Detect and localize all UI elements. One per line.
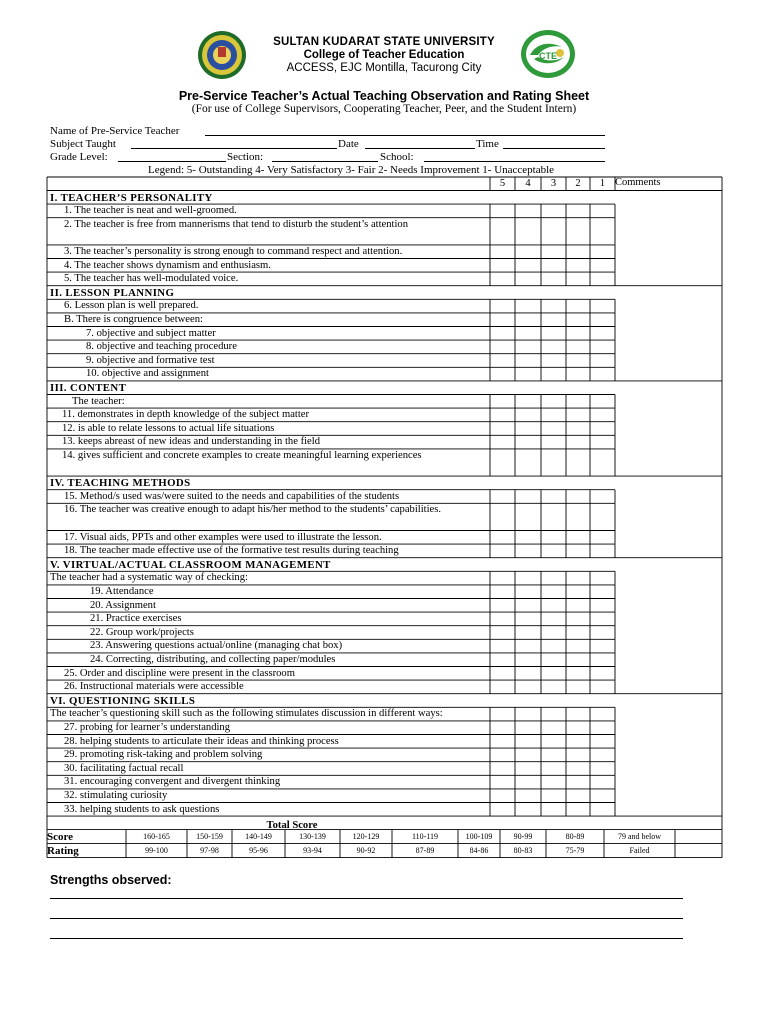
criteria-item: 33. helping students to ask questions	[64, 803, 220, 815]
rating-cell-5[interactable]	[490, 218, 515, 245]
rating-cell-1[interactable]	[590, 612, 615, 626]
rating-cell-5[interactable]	[490, 503, 515, 530]
college-name: College of Teacher Education	[303, 49, 465, 61]
section-heading: II. LESSON PLANNING	[50, 286, 175, 299]
rating-cell-4[interactable]	[515, 490, 541, 504]
rating-cell-1[interactable]	[590, 422, 615, 436]
rating-header-1: 1	[599, 178, 606, 189]
rating-cell-4[interactable]	[515, 762, 541, 776]
rating-cell-4[interactable]	[515, 775, 541, 789]
rating-cell-5[interactable]	[490, 408, 515, 422]
rating-cell-2[interactable]	[566, 204, 590, 218]
rating-cell-1[interactable]	[590, 667, 615, 681]
rating-cell-5[interactable]	[490, 272, 515, 286]
rating-cell-1[interactable]	[590, 218, 615, 245]
rating-cell-3[interactable]	[541, 531, 566, 545]
rating-cell-3[interactable]	[541, 721, 566, 735]
rating-range: 75-79	[565, 845, 585, 855]
rating-cell-2[interactable]	[566, 435, 590, 449]
rating-cell-3[interactable]	[541, 571, 566, 585]
rating-cell-1[interactable]	[590, 775, 615, 789]
rating-cell-5[interactable]	[490, 340, 515, 354]
rating-cell-1[interactable]	[590, 299, 615, 313]
rating-cell-4[interactable]	[515, 667, 541, 681]
rating-cell-3[interactable]	[541, 544, 566, 558]
rating-cell-2[interactable]	[566, 626, 590, 640]
score-range: 160-165	[143, 831, 170, 841]
rating-header-3: 3	[550, 178, 557, 189]
criteria-item: 3. The teacher’s personality is strong enough to command respect and attention.	[64, 245, 403, 257]
rating-cell-4[interactable]	[515, 435, 541, 449]
form-subtitle: (For use of College Supervisors, Cooperating Teacher, Peer, and the Student Intern)	[191, 103, 577, 115]
rating-cell-1[interactable]	[590, 313, 615, 327]
criteria-item: 7. objective and subject matter	[86, 327, 216, 339]
rating-cell-5[interactable]	[490, 748, 515, 762]
rating-cell-5[interactable]	[490, 721, 515, 735]
rating-cell-1[interactable]	[590, 245, 615, 259]
rating-cell-4[interactable]	[515, 245, 541, 259]
rating-cell-4[interactable]	[515, 735, 541, 749]
criteria-item: 10. objective and assignment	[86, 368, 209, 380]
rating-cell-1[interactable]	[590, 408, 615, 422]
grade-field[interactable]	[118, 161, 226, 162]
rating-cell-2[interactable]	[566, 612, 590, 626]
rating-cell-4[interactable]	[515, 340, 541, 354]
rating-cell-1[interactable]	[590, 571, 615, 585]
rating-cell-3[interactable]	[541, 204, 566, 218]
rating-cell-2[interactable]	[566, 585, 590, 599]
rating-cell-5[interactable]	[490, 775, 515, 789]
criteria-item: 4. The teacher shows dynamism and enthusiasm.	[64, 259, 271, 271]
rating-cell-3[interactable]	[541, 585, 566, 599]
criteria-item: 26. Instructional materials were accessible	[64, 681, 244, 693]
rating-cell-1[interactable]	[590, 327, 615, 341]
rating-cell-3[interactable]	[541, 775, 566, 789]
rating-cell-3[interactable]	[541, 367, 566, 381]
rating-cell-1[interactable]	[590, 204, 615, 218]
university-name: SULTAN KUDARAT STATE UNIVERSITY	[273, 36, 495, 48]
rating-cell-2[interactable]	[566, 354, 590, 368]
name-field[interactable]	[205, 135, 605, 136]
rating-cell-1[interactable]	[590, 354, 615, 368]
rating-cell-3[interactable]	[541, 490, 566, 504]
criteria-item: 28. helping students to articulate their ideas and thinking process	[64, 735, 339, 747]
rating-cell-4[interactable]	[515, 721, 541, 735]
rating-cell-3[interactable]	[541, 626, 566, 640]
rating-cell-5[interactable]	[490, 585, 515, 599]
rating-cell-2[interactable]	[566, 789, 590, 803]
rating-cell-4[interactable]	[515, 680, 541, 694]
total-score-label: Total Score	[266, 820, 318, 831]
section-heading: III. CONTENT	[50, 381, 127, 394]
criteria-item: 12. is able to relate lessons to actual life situations	[62, 422, 275, 434]
rating-cell-1[interactable]	[590, 680, 615, 694]
rating-cell-4[interactable]	[515, 599, 541, 613]
score-range: 79 and below	[617, 831, 662, 841]
rating-cell-5[interactable]	[490, 422, 515, 436]
subject-label: Subject Taught	[50, 138, 116, 150]
rating-cell-1[interactable]	[590, 639, 615, 653]
rating-cell-4[interactable]	[515, 571, 541, 585]
rating-cell-1[interactable]	[590, 435, 615, 449]
rating-cell-4[interactable]	[515, 422, 541, 436]
rating-cell-3[interactable]	[541, 327, 566, 341]
rating-cell-3[interactable]	[541, 599, 566, 613]
score-range: 150-159	[196, 831, 223, 841]
rating-cell-1[interactable]	[590, 490, 615, 504]
rating-cell-2[interactable]	[566, 762, 590, 776]
rating-cell-5[interactable]	[490, 612, 515, 626]
rating-cell-2[interactable]	[566, 408, 590, 422]
rating-cell-4[interactable]	[515, 449, 541, 476]
rating-cell-3[interactable]	[541, 408, 566, 422]
rating-cell-3[interactable]	[541, 259, 566, 273]
rating-cell-3[interactable]	[541, 680, 566, 694]
strengths-line[interactable]	[50, 938, 683, 939]
rating-cell-5[interactable]	[490, 762, 515, 776]
criteria-item: 18. The teacher made effective use of the formative test results during teaching	[64, 545, 399, 557]
rating-cell-2[interactable]	[566, 503, 590, 530]
rating-cell-3[interactable]	[541, 667, 566, 681]
rating-cell-5[interactable]	[490, 354, 515, 368]
rating-cell-4[interactable]	[515, 503, 541, 530]
rating-cell-5[interactable]	[490, 299, 515, 313]
criteria-item: 31. encouraging convergent and divergent thinking	[64, 776, 281, 788]
rating-cell-4[interactable]	[515, 803, 541, 817]
rating-cell-2[interactable]	[566, 490, 590, 504]
rating-cell-3[interactable]	[541, 272, 566, 286]
rating-header-4: 4	[525, 178, 531, 189]
section-heading: VI. QUESTIONING SKILLS	[50, 694, 196, 707]
date-field[interactable]	[365, 148, 475, 149]
college-logo	[520, 29, 576, 79]
subject-field[interactable]	[131, 148, 337, 149]
rating-cell-2[interactable]	[566, 775, 590, 789]
rating-cell-5[interactable]	[490, 395, 515, 409]
rating-header-5: 5	[499, 178, 506, 189]
rating-cell-2[interactable]	[566, 422, 590, 436]
rating-cell-2[interactable]	[566, 721, 590, 735]
rating-cell-1[interactable]	[590, 531, 615, 545]
rating-cell-4[interactable]	[515, 544, 541, 558]
rating-cell-1[interactable]	[590, 599, 615, 613]
criteria-item: B. There is congruence between:	[64, 313, 203, 325]
rating-cell-3[interactable]	[541, 789, 566, 803]
section-heading: IV. TEACHING METHODS	[50, 477, 191, 490]
rating-cell-5[interactable]	[490, 803, 515, 817]
svg-text:CTE: CTE	[539, 51, 557, 61]
criteria-item: 30. facilitating factual recall	[64, 762, 184, 774]
rating-cell-2[interactable]	[566, 639, 590, 653]
rating-cell-3[interactable]	[541, 313, 566, 327]
rating-cell-3[interactable]	[541, 218, 566, 245]
criteria-item: 23. Answering questions actual/online (managing chat box)	[90, 640, 343, 652]
rating-cell-4[interactable]	[515, 367, 541, 381]
rating-cell-5[interactable]	[490, 313, 515, 327]
criteria-item: 11. demonstrates in depth knowledge of the subject matter	[62, 409, 310, 421]
rating-cell-4[interactable]	[515, 272, 541, 286]
rating-cell-1[interactable]	[590, 395, 615, 409]
time-label: Time	[476, 138, 499, 150]
criteria-item: 1. The teacher is neat and well-groomed.	[64, 205, 237, 217]
rating-cell-3[interactable]	[541, 395, 566, 409]
rating-cell-1[interactable]	[590, 503, 615, 530]
rating-cell-5[interactable]	[490, 639, 515, 653]
rating-cell-4[interactable]	[515, 299, 541, 313]
criteria-item: 8. objective and teaching procedure	[86, 341, 237, 353]
criteria-item: 22. Group work/projects	[90, 626, 194, 638]
rating-cell-2[interactable]	[566, 653, 590, 667]
rating-cell-4[interactable]	[515, 612, 541, 626]
criteria-item: 25. Order and discipline were present in the classroom	[64, 667, 295, 679]
score-range: 80-89	[565, 831, 585, 841]
rating-cell-3[interactable]	[541, 639, 566, 653]
criteria-item: The teacher:	[72, 395, 125, 407]
rating-cell-5[interactable]	[490, 204, 515, 218]
rating-cell-2[interactable]	[566, 245, 590, 259]
rating-cell-2[interactable]	[566, 299, 590, 313]
rating-cell-5[interactable]	[490, 327, 515, 341]
score-range: 110-119	[411, 831, 439, 841]
criteria-item: 20. Assignment	[90, 599, 156, 611]
rating-cell-1[interactable]	[590, 449, 615, 476]
rating-cell-5[interactable]	[490, 599, 515, 613]
rating-cell-5[interactable]	[490, 571, 515, 585]
form-title: Pre-Service Teacher’s Actual Teaching Observation and Rating Sheet	[178, 89, 590, 103]
criteria-item: The teacher had a systematic way of checking:	[50, 572, 248, 584]
rating-range: 87-89	[415, 845, 435, 855]
rating-cell-3[interactable]	[541, 449, 566, 476]
rating-cell-5[interactable]	[490, 245, 515, 259]
rating-cell-2[interactable]	[566, 218, 590, 245]
rating-cell-5[interactable]	[490, 707, 515, 721]
rating-cell-2[interactable]	[566, 803, 590, 817]
rating-cell-1[interactable]	[590, 272, 615, 286]
rating-cell-1[interactable]	[590, 789, 615, 803]
school-field[interactable]	[424, 161, 605, 162]
criteria-item: 16. The teacher was creative enough to adapt his/her method to the students’ capabilities.	[64, 504, 442, 516]
criteria-item: 24. Correcting, distributing, and collecting paper/modules	[90, 653, 336, 665]
rating-cell-5[interactable]	[490, 653, 515, 667]
score-range: 120-129	[352, 831, 380, 841]
rating-cell-4[interactable]	[515, 748, 541, 762]
rating-cell-4[interactable]	[515, 395, 541, 409]
rating-cell-1[interactable]	[590, 721, 615, 735]
rating-cell-2[interactable]	[566, 544, 590, 558]
rating-cell-4[interactable]	[515, 259, 541, 273]
school-label: School:	[380, 151, 414, 163]
rating-cell-2[interactable]	[566, 449, 590, 476]
rating-cell-5[interactable]	[490, 531, 515, 545]
rating-cell-1[interactable]	[590, 259, 615, 273]
rating-cell-5[interactable]	[490, 680, 515, 694]
comments-header: Comments	[615, 177, 661, 188]
rating-cell-2[interactable]	[566, 367, 590, 381]
rating-cell-2[interactable]	[566, 680, 590, 694]
rating-cell-4[interactable]	[515, 707, 541, 721]
rating-cell-3[interactable]	[541, 653, 566, 667]
time-field[interactable]	[503, 148, 605, 149]
criteria-item: 5. The teacher has well-modulated voice.	[64, 273, 239, 285]
score-range: 100-109	[465, 831, 493, 841]
rating-cell-4[interactable]	[515, 408, 541, 422]
rating-cell-1[interactable]	[590, 626, 615, 640]
rating-range: 93-94	[303, 845, 322, 855]
rating-cell-3[interactable]	[541, 435, 566, 449]
rating-cell-4[interactable]	[515, 313, 541, 327]
rating-cell-1[interactable]	[590, 735, 615, 749]
rating-cell-2[interactable]	[566, 313, 590, 327]
rating-cell-5[interactable]	[490, 789, 515, 803]
criteria-item: The teacher’s questioning skill such as the following stimulates discussion in different ways:	[50, 708, 443, 720]
rating-cell-1[interactable]	[590, 585, 615, 599]
rating-cell-1[interactable]	[590, 748, 615, 762]
rating-cell-3[interactable]	[541, 299, 566, 313]
rating-cell-2[interactable]	[566, 259, 590, 273]
rating-cell-2[interactable]	[566, 395, 590, 409]
rating-cell-4[interactable]	[515, 653, 541, 667]
score-label: Score	[47, 830, 74, 843]
rating-cell-3[interactable]	[541, 340, 566, 354]
criteria-item: 21. Practice exercises	[90, 613, 182, 625]
rating-cell-4[interactable]	[515, 585, 541, 599]
rating-cell-1[interactable]	[590, 653, 615, 667]
criteria-item: 13. keeps abreast of new ideas and understanding in the field	[62, 436, 320, 448]
criteria-item: 9. objective and formative test	[86, 354, 215, 366]
rating-cell-3[interactable]	[541, 803, 566, 817]
rating-cell-1[interactable]	[590, 367, 615, 381]
rating-cell-3[interactable]	[541, 503, 566, 530]
grade-label: Grade Level:	[50, 151, 108, 163]
rating-cell-5[interactable]	[490, 490, 515, 504]
strengths-label: Strengths observed:	[50, 873, 172, 887]
rating-cell-2[interactable]	[566, 531, 590, 545]
rating-range: 80-83	[513, 845, 533, 855]
rating-cell-1[interactable]	[590, 340, 615, 354]
rating-range: Failed	[629, 845, 650, 855]
section-heading: V. VIRTUAL/ACTUAL CLASSROOM MANAGEMENT	[50, 558, 331, 571]
criteria-item: 29. promoting risk-taking and problem solving	[64, 749, 263, 761]
date-label: Date	[338, 138, 359, 150]
rating-range: 90-92	[356, 845, 376, 855]
criteria-item: 32. stimulating curiosity	[64, 789, 168, 801]
rating-cell-5[interactable]	[490, 667, 515, 681]
rating-cell-2[interactable]	[566, 707, 590, 721]
rating-label: Rating	[47, 844, 79, 857]
rating-cell-1[interactable]	[590, 762, 615, 776]
criteria-item: 27. probing for learner’s understanding	[64, 721, 231, 733]
rating-cell-5[interactable]	[490, 626, 515, 640]
criteria-item: 15. Method/s used was/were suited to the needs and capabilities of the students	[64, 490, 400, 502]
section-label: Section:	[227, 151, 264, 163]
section-heading: I. TEACHER’S PERSONALITY	[50, 191, 213, 204]
rating-cell-4[interactable]	[515, 639, 541, 653]
rating-cell-5[interactable]	[490, 435, 515, 449]
rating-cell-3[interactable]	[541, 707, 566, 721]
rating-cell-1[interactable]	[590, 803, 615, 817]
rating-cell-5[interactable]	[490, 449, 515, 476]
rating-cell-4[interactable]	[515, 204, 541, 218]
rating-cell-2[interactable]	[566, 599, 590, 613]
rating-range: 84-86	[469, 845, 489, 855]
rating-cell-1[interactable]	[590, 544, 615, 558]
rating-cell-4[interactable]	[515, 327, 541, 341]
score-range: 140-149	[245, 831, 272, 841]
rating-cell-2[interactable]	[566, 272, 590, 286]
rating-cell-4[interactable]	[515, 626, 541, 640]
rating-cell-3[interactable]	[541, 245, 566, 259]
rating-cell-5[interactable]	[490, 259, 515, 273]
rating-cell-2[interactable]	[566, 735, 590, 749]
rating-cell-4[interactable]	[515, 354, 541, 368]
rating-cell-4[interactable]	[515, 218, 541, 245]
strengths-line[interactable]	[50, 898, 683, 899]
rating-cell-3[interactable]	[541, 612, 566, 626]
rating-cell-3[interactable]	[541, 762, 566, 776]
section-field[interactable]	[272, 161, 378, 162]
rating-cell-2[interactable]	[566, 327, 590, 341]
score-range: 130-139	[299, 831, 326, 841]
rating-cell-4[interactable]	[515, 531, 541, 545]
rating-range: 95-96	[249, 845, 268, 855]
criteria-item: 14. gives sufficient and concrete examples to create meaningful learning experiences	[62, 449, 422, 461]
campus-address: ACCESS, EJC Montilla, Tacurong City	[286, 62, 482, 74]
rating-cell-3[interactable]	[541, 422, 566, 436]
rating-cell-3[interactable]	[541, 748, 566, 762]
rating-cell-3[interactable]	[541, 354, 566, 368]
rating-cell-5[interactable]	[490, 544, 515, 558]
rating-cell-2[interactable]	[566, 340, 590, 354]
criteria-item: 17. Visual aids, PPTs and other examples were used to illustrate the lesson.	[64, 531, 382, 543]
rating-cell-3[interactable]	[541, 735, 566, 749]
rating-cell-2[interactable]	[566, 748, 590, 762]
rating-cell-4[interactable]	[515, 789, 541, 803]
rating-cell-2[interactable]	[566, 667, 590, 681]
rating-range: 97-98	[200, 845, 219, 855]
score-range: 90-99	[513, 831, 533, 841]
rating-cell-5[interactable]	[490, 367, 515, 381]
strengths-line[interactable]	[50, 918, 683, 919]
rating-cell-1[interactable]	[590, 707, 615, 721]
rating-range: 99-100	[145, 845, 168, 855]
criteria-item: 2. The teacher is free from mannerisms that tend to disturb the student’s attention	[64, 218, 409, 230]
criteria-item: 6. Lesson plan is well prepared.	[64, 300, 199, 312]
rating-header-2: 2	[575, 178, 581, 189]
name-label: Name of Pre-Service Teacher	[50, 125, 180, 137]
rating-legend: Legend: 5- Outstanding 4- Very Satisfactory 3- Fair 2- Needs Improvement 1- Unacceptable	[148, 164, 555, 176]
criteria-item: 19. Attendance	[90, 585, 154, 597]
rating-cell-2[interactable]	[566, 571, 590, 585]
rating-cell-5[interactable]	[490, 735, 515, 749]
